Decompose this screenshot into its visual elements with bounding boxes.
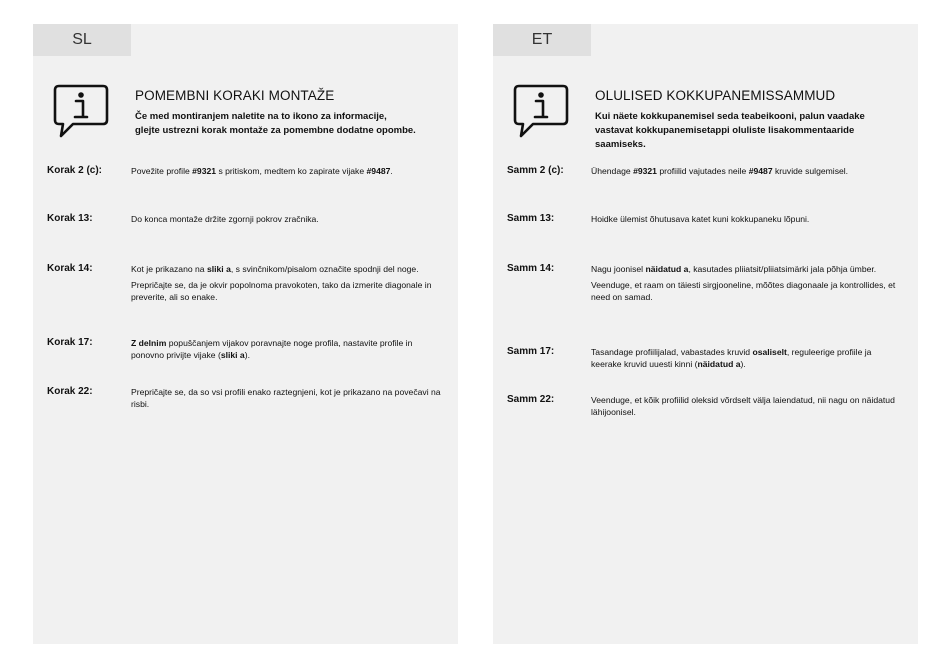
text-run: Hoidke ülemist õhutusava katet kuni kokkupaneku lõpuni. [591,214,810,224]
text-run: . [390,166,393,176]
step-paragraph [591,213,901,225]
text-run: Ühendage [591,166,634,176]
step-text [591,263,901,307]
bold-text: Z delnim [131,338,167,348]
note-line: Če med montiranjem naletite na to ikono za informacije, [135,111,387,122]
bold-text: #9487 [748,166,773,176]
step-label: Samm 22: [507,394,555,405]
step-paragraph [131,337,441,361]
text-run: , kasutades pliiatsit/pliiatsimärki jala põhja ümber. [688,264,877,274]
section-note [595,110,905,152]
text-run: Veenduge, et kõik profiilid oleksid võrdselt välja laiendatud, nii nagu on näidatud lähijoonisel. [591,395,895,417]
step-paragraph [131,279,441,303]
bold-text: näidatud a [645,264,689,274]
step-text [131,263,441,307]
text-run: Kot je prikazano na [131,264,207,274]
text-run: Prepričajte se, da so vsi profili enako raztegnjeni, kot je prikazano na povečavi na risbi. [131,387,441,409]
note-line: Kui näete kokkupanemisel seda teabeikooni, palun vaadake [595,111,865,122]
text-run: Povežite profile [131,166,193,176]
step-label: Samm 13: [507,213,555,224]
text-run: kruvide sulgemisel. [772,166,849,176]
text-run: s pritiskom, medtem ko zapirate vijake [216,166,367,176]
step-paragraph [591,394,901,418]
section-title: OLULISED KOKKUPANEMISSAMMUD [595,88,836,103]
step-label: Korak 14: [47,263,93,274]
section-title: POMEMBNI KORAKI MONTAŽE [135,88,335,103]
bold-text: #9321 [192,166,217,176]
text-run: ). [740,359,746,369]
bold-text: sliki a [206,264,231,274]
step-text [131,386,441,414]
step-text [131,213,441,229]
step-paragraph [131,165,441,177]
bold-text: #9321 [633,166,657,176]
note-line: glejte ustrezni korak montaže za pomembne dodatne opombe. [135,125,416,136]
step-text [131,337,441,365]
step-paragraph [131,386,441,410]
step-paragraph [131,263,441,275]
panel-et [493,24,918,644]
step-label: Korak 2 (c): [47,165,103,176]
step-label: Korak 13: [47,213,93,224]
step-text [591,165,901,181]
step-text [591,346,901,374]
bold-text: osaliselt [752,347,787,357]
step-label: Samm 2 (c): [507,165,564,176]
step-label: Korak 22: [47,386,93,397]
step-label: Samm 17: [507,346,555,357]
bold-text: #9487 [366,166,391,176]
text-run: , s svinčnikom/pisalom označite spodnji del noge. [230,264,419,274]
note-line: vastavat kokkupanemisetappi oluliste lisakommentaaride saamiseks. [595,125,855,150]
text-run: ). [244,350,250,360]
step-paragraph [131,213,441,225]
step-text [131,165,441,181]
text-run: Do konca montaže držite zgornji pokrov zračnika. [131,214,319,224]
text-run: , reguleerige profiile ja keerake kruvid uuesti kinni ( [591,347,872,369]
bold-text: sliki a [220,350,245,360]
step-text [591,394,901,422]
step-paragraph [591,346,901,370]
language-tab-et: ET [493,24,591,56]
step-label: Korak 17: [47,337,93,348]
text-run: profiilid vajutades neile [656,166,749,176]
panel-sl [33,24,458,644]
bold-text: näidatud a [697,359,741,369]
text-run: Veenduge, et raam on täiesti sirgjooneline, mõõtes diagonaale ja kontrollides, et need on samad. [591,280,896,302]
text-run: Tasandage profiilijalad, vabastades kruvid [591,347,753,357]
step-label: Samm 14: [507,263,555,274]
step-paragraph [591,165,901,177]
text-run: popuščanjem vijakov poravnajte noge profila, nastavite profile in ponovno privijte vijake ( [131,338,413,360]
info-speech-bubble-icon [513,82,569,140]
step-paragraph [591,279,901,303]
text-run: Nagu joonisel [591,264,646,274]
language-tab-sl: SL [33,24,131,56]
section-note [135,110,445,138]
text-run: Prepričajte se, da je okvir popolnoma pravokoten, tako da izmerite diagonale in preverite, ali so enake. [131,280,432,302]
step-paragraph [591,263,901,275]
info-speech-bubble-icon [53,82,109,140]
step-text [591,213,901,229]
